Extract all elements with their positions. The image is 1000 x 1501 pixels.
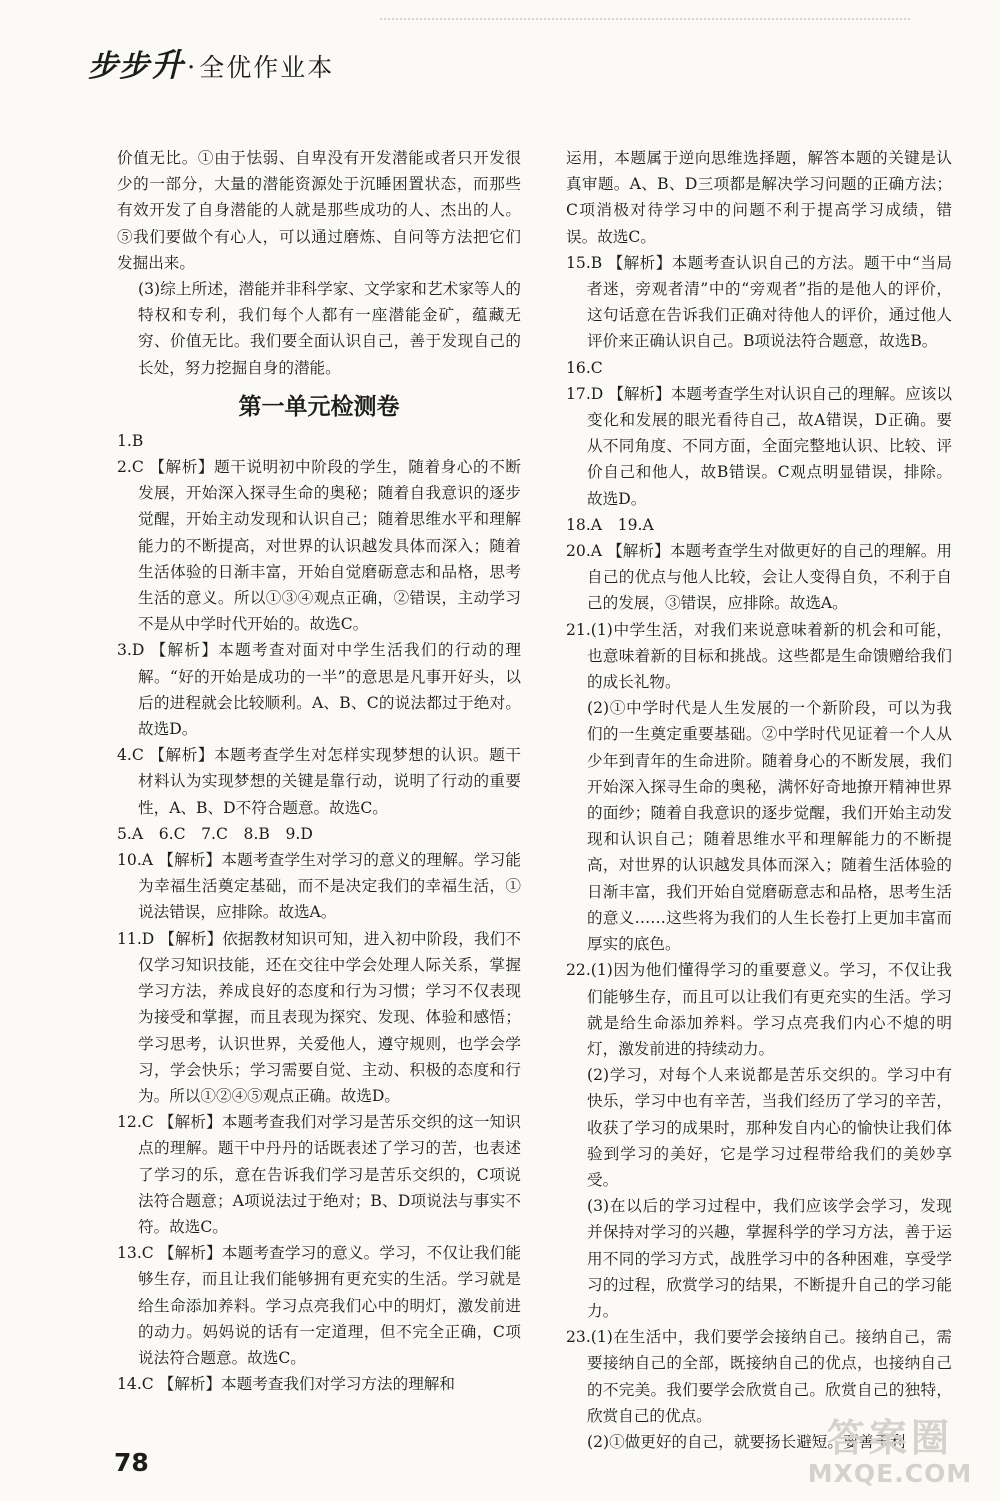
answer-item: 13.C 【解析】本题考查学习的意义。学习，不仅让我们能够生存，而且让我们能够拥有更充实的生活。学习就是给生命添加养料。学习点亮我们心中的明灯，激发前进的动力。妈妈说的话有一定道理，但不完全正确，C项说法符合题意。故选C。 — [117, 1244, 521, 1367]
intro-paragraph: (3)综上所述，潜能并非科学家、文学家和艺术家等人的特权和专利，我们每个人都有一座潜能金矿，蕴藏无穷、价值无比。我们要全面认识自己，善于发现自己的长处，努力挖掘自身的潜能。 — [138, 280, 521, 377]
brand-main: 步步 — [88, 49, 150, 84]
answer-item: 20.A 【解析】本题考查学生对做更好的自己的理解。用自己的优点与他人比较，会让人变得自负，不利于自己的发展，③错误，应排除。故选A。 — [566, 542, 952, 613]
right-column — [566, 145, 952, 1455]
answer-item: 14.C 【解析】本题考查我们对学习方法的理解和 — [117, 1375, 455, 1394]
watermark-logo — [790, 1410, 990, 1494]
answer-item: 1.B — [117, 431, 144, 450]
answer-item: 21.(1)中学生活，对我们来说意味着新的机会和可能，也意味着新的目标和挑战。这些都是生命馈赠给我们的成长礼物。 — [566, 620, 952, 692]
answer-item: 18.A 19.A — [566, 515, 654, 534]
answer-item: (2)①中学时代是人生发展的一个新阶段，可以为我们的一生奠定重要基础。②中学时代见证着一个人从少年到青年的生命进阶。随着身心的不断发展，我们开始深入探寻生命的奥秘，满怀好奇地撩开精神世界的面纱；随着自我意识的逐步觉醒，我们开始主动发现和认识自己；随着思维水平和理解能力的不断提高，对世界的认识越发具体而深入；随着生活体验的日渐丰富，我们开始自觉磨砺意志和品格，思考生活的意义……这些将为我们的人生长卷打上更加丰富而厚实的底色。 — [587, 699, 952, 954]
answer-item: 15.B 【解析】本题考查认识自己的方法。题干中“当局者迷，旁观者清”中的“旁观者”指的是他人的评价，这句话意在告诉我们正确对待他人的评价，通过他人评价来正确认识自己。B项说法符合题意，故选B。 — [566, 253, 952, 351]
brand-separator: · — [187, 53, 196, 83]
brand-subtitle: 全优作业本 — [199, 53, 335, 82]
watermark-text-cn: 答案圈 — [826, 1416, 953, 1460]
answer-item: 11.D 【解析】依据教材知识可知，进入初中阶段，我们不仅学习知识技能，还在交往中学会处理人际关系，掌握学习方法，养成良好的态度和行为习惯；学习不仅表现为接受和掌握，而且表现为探究、发现、体验和感悟；学习思考，认识世界，关爱他人，遵守规则，也学会学习，学会快乐；学习需要自觉、主动、积极的态度和行为。所以①②④⑤观点正确。故选D。 — [117, 929, 521, 1105]
answer-item: (3)在以后的学习过程中，我们应该学会学习，发现并保持对学习的兴趣，掌握科学的学习方法，善于运用不同的学习方式，战胜学习中的各种困难，享受学习的过程，欣赏学习的结果，不断提升自己的学习能力。 — [587, 1197, 952, 1320]
answer-item: (2)①做更好的自己，就要扬长避短。要善于利 — [587, 1432, 906, 1451]
answer-item: 16.C — [566, 358, 603, 377]
watermark-text-en: MXQE.COM — [807, 1459, 973, 1488]
answer-item: 4.C 【解析】本题考查学生对怎样实现梦想的认识。题干材料认为实现梦想的关键是靠行动，说明了行动的重要性，A、B、D不符合题意。故选C。 — [117, 746, 521, 817]
header-decoration — [380, 18, 910, 22]
answer-item: 5.A 6.C 7.C 8.B 9.D — [117, 824, 313, 843]
left-column — [117, 145, 521, 1397]
brand-accent: 升 — [151, 46, 184, 84]
answer-item: (2)学习，对每个人来说都是苦乐交织的。学习中有快乐，学习中也有辛苦，当我们经历了学习的辛苦，收获了学习的成果时，那种发自内心的愉快让我们体验到学习的美好，它是学习过程带给我们的美妙享受。 — [587, 1066, 952, 1189]
page-number: 78 — [114, 1448, 149, 1477]
answer-item: 17.D 【解析】本题考查学生对认识自己的理解。应该以变化和发展的眼光看待自己，故A错误，D正确。要从不同角度、不同方面，全面完整地认识、比较、评价自己和他人，故B错误。C观点明显错误，排除。故选D。 — [566, 384, 952, 508]
answer-item: 12.C 【解析】本题考查我们对学习是苦乐交织的这一知识点的理解。题干中丹丹的话既表述了学习的苦，也表述了学习的乐，意在告诉我们学习是苦乐交织的，C项说法符合题意；A项说法过于绝对；B、D项说法与事实不符。故选C。 — [117, 1113, 521, 1236]
answer-item: 2.C 【解析】题干说明初中阶段的学生，随着身心的不断发展，开始深入探寻生命的奥秘；随着自我意识的逐步觉醒，开始主动发现和认识自己；随着思维水平和理解能力的不断提高，对世界的认识越发具体而深入；随着生活体验的日渐丰富，开始自觉磨砺意志和品格，思考生活的意义。所以①③④观点正确，②错误，主动学习不是从中学时代开始的。故选C。 — [117, 458, 521, 634]
book-header — [88, 40, 335, 84]
intro-paragraph: 价值无比。①由于怯弱、自卑没有开发潜能或者只开发很少的一部分，大量的潜能资源处于沉睡困置状态，而那些有效开发了自身潜能的人就是那些成功的人、杰出的人。⑤我们要做个有心人，可以通过磨炼、自问等方法把它们发掘出来。 — [117, 149, 521, 272]
answer-item: 10.A 【解析】本题考查学生对学习的意义的理解。学习能为幸福生活奠定基础，而不是决定我们的幸福生活，①说法错误，应排除。故选A。 — [117, 851, 521, 922]
answer-item: 23.(1)在生活中，我们要学会接纳自己。接纳自己，需要接纳自己的全部，既接纳自己的优点，也接纳自己的不完美。我们要学会欣赏自己。欣赏自己的独特，欣赏自己的优点。 — [566, 1328, 952, 1425]
answer-item: 3.D 【解析】本题考查对面对中学生活我们的行动的理解。“好的开始是成功的一半”的意思是凡事开好头，以后的进程就会比较顺利。A、B、C的说法都过于绝对。故选D。 — [117, 641, 521, 739]
answer-item: 运用，本题属于逆向思维选择题，解答本题的关键是认真审题。A、B、D三项都是解决学习问题的正确方法；C项消极对待学习中的问题不利于提高学习成绩，错误。故选C。 — [566, 149, 952, 246]
answer-item: 22.(1)因为他们懂得学习的重要意义。学习，不仅让我们能够生存，而且可以让我们有更充实的生活。学习就是给生命添加养料。学习点亮我们内心不熄的明灯，激发前进的持续动力。 — [566, 961, 952, 1058]
section-title: 第一单元检测卷 — [238, 393, 400, 420]
